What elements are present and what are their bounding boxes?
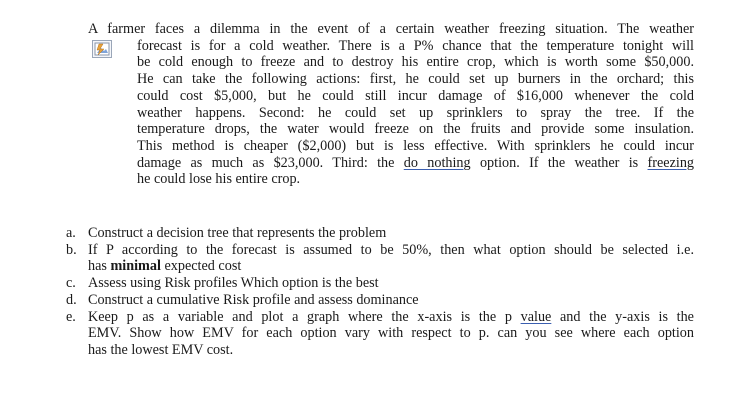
question-text: If P according to the forecast is assumed to be 50%, then what option should be selected i.e. (88, 241, 694, 258)
list-marker: e. (66, 308, 76, 325)
question-text-line (88, 258, 694, 275)
question-text: has the lowest EMV cost. (88, 341, 234, 358)
minimal-bold: minimal (110, 258, 161, 275)
question-text-part: has (88, 258, 111, 275)
question-item-c (64, 275, 694, 292)
value-underlined: value (520, 308, 552, 325)
problem-line: could cost $5,000, but he could still incur damage of $16,000 whenever the cold (137, 87, 694, 104)
list-marker: a. (66, 225, 76, 241)
problem-line: weather happens. Second: he could set up sprinklers to spray the tree. If the (137, 104, 694, 121)
problem-line: be cold enough to freeze and to destroy his entire crop, which is worth some $50,000. (137, 54, 694, 71)
question-item-a (64, 225, 694, 242)
problem-line: A farmer faces a dilemma in the event of a certain weather freezing situation. The weather (88, 21, 694, 37)
question-text-part: and the y-axis is the (551, 308, 694, 325)
problem-line-part: damage as much as $23,000. Third: the (137, 154, 404, 171)
problem-statement (88, 21, 694, 188)
question-item-e (64, 309, 694, 359)
list-marker: c. (66, 275, 76, 292)
question-list (64, 225, 694, 359)
question-text-line (88, 309, 694, 326)
question-text: EMV. Show how EMV for each option vary with respect to p. can you see where each option (88, 325, 694, 342)
list-marker: d. (66, 291, 77, 308)
problem-line-with-links (88, 155, 694, 172)
problem-line: forecast is for a cold weather. There is a P% chance that the temperature tonight will (137, 37, 694, 54)
question-text-part: Keep p as a variable and plot a graph where the x-axis is the p (88, 308, 521, 325)
do-nothing-underlined: do nothing (403, 154, 471, 171)
problem-line: This method is cheaper ($2,000) but is less effective. With sprinklers he could incur (137, 137, 694, 154)
problem-line: temperature drops, the water would freeze on the fruits and provide some insulation. (137, 121, 694, 138)
question-text: Assess using Risk profiles Which option is the best (88, 275, 379, 292)
question-item-d (64, 292, 694, 309)
problem-line: He can take the following actions: first, he could set up burners in the orchard; this (137, 71, 694, 88)
question-text: Construct a cumulative Risk profile and assess dominance (88, 291, 419, 308)
question-text: Construct a decision tree that represents the problem (88, 225, 387, 241)
problem-line: he could lose his entire crop. (137, 171, 301, 188)
question-item-b (64, 242, 694, 275)
freezing-underlined: freezing (647, 154, 695, 171)
problem-line-part: option. If the weather is (470, 154, 648, 171)
list-marker: b. (66, 241, 77, 258)
question-text-part: expected cost (160, 258, 242, 275)
